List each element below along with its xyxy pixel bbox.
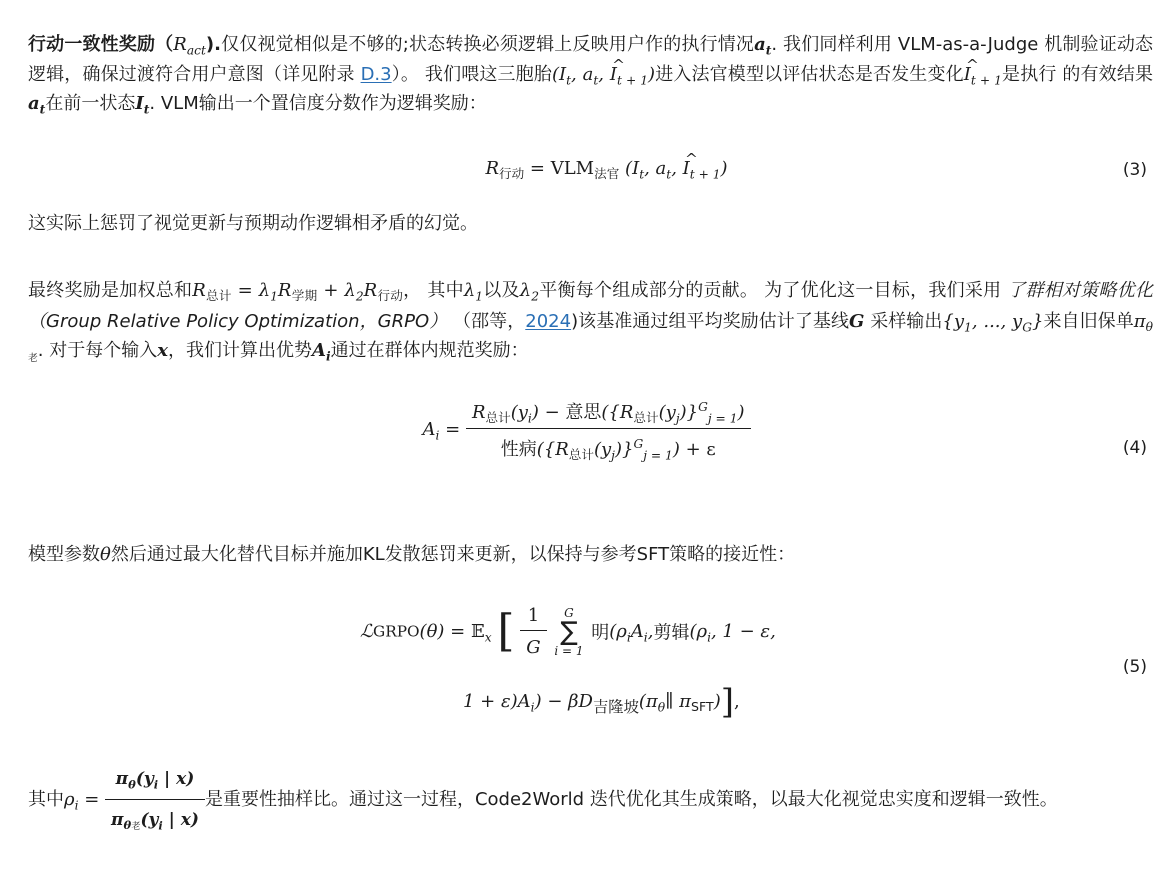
appendix-link[interactable]: D.3 [360,63,392,85]
grpo-term: 了群相对策略优化（Group Relative Policy Optimization，GRPO） [28,280,1153,332]
action-consistency-paragraph: 行动一致性奖励$(R_{act})$.仅仅视觉相似是不够的;状态转换必须逻辑上反映用户作的执行情况$a_t$. 我们同样利用 VLM-as-a-Judge 机制验证动态逻辑，确保过渡符合用户意图（详见附录 D.3）。 我们喂这三胞胎($I_t$, $a_t$, ^ $I_{t + 1}$)进入法官模型以评估状态是否发生变化^ $I_{t + 1}$是执行 的有效结果$a_t$在前一状态$I_t$. VLM输出一个置信度分数作为逻辑奖励： [28,30,1153,119]
importance-ratio-paragraph: 其中$\rho_i$ = $\frac{\pi_\theta(y_i | x)}{\pi_{\theta 老}(y_i | x)}$ 是重要性抽样比。通过这一过程，Code2World 迭代优化其生成策略，以最大化视觉忠实度和逻辑一致性。 [28,765,1153,835]
equation-number: (5) [1122,657,1147,677]
kl-paragraph: 模型参数θ然后通过最大化替代目标并施加KL发散惩罚来更新，以保持与参考SFT策略的接近性： [28,544,796,565]
citation-link[interactable]: 2024 [525,310,572,332]
section-heading: 行动一致性奖励（ [28,34,174,55]
equation-4: $A_i$ = $\frac{R_{总计}(y_i) - 意思(\{R_{总计}(y_j)\}^G_{j = 1})}{性病(\{R_{总计}(y_j)\}^G_{j = 1}) + \varepsilon}$ (4) [422,400,1147,463]
equation-number: (4) [1122,438,1147,458]
equation-5: ℒGRPO(θ) = 𝔼$_x$ [ $\frac{1}{G}$ G ∑ i = 1 明($\rho_iA_i$,剪辑($\rho_i$, 1 − ε, $1 + \varepsilon)A_i) - \beta D$吉隆坡($\pi_\theta\parallel$ $\pi_{SFT}$)], (5) [360,605,1147,722]
equation-3: $R_{行动} = VLM_{法官}$ ($I_t$, $a_t$, ^ $I_{t + 1}$) (3) [0,158,1173,179]
equation-number: (3) [1122,160,1147,180]
hallucination-paragraph: 这实际上惩罚了视觉更新与预期动作逻辑相矛盾的幻觉。 [28,213,478,234]
grpo-paragraph: 最终奖励是加权总和$R_{总计} = \lambda_1R_{学期} + \lambda_2R_{行动}$， 其中$\lambda_1$以及$\lambda_2$平衡每个组成部分的贡献。 为了优化这一目标，我们采用 了群相对策略优化（Group Relative Policy Optimization，GRPO） （邵等，2024)该基准通过组平均奖励估计了基线G 采样输出{$y_1$, ..., $y_G$}来自旧保单$\pi_{\theta 老}$. 对于每个输入x，我们计算出优势$A_i$通过在群体内规范奖励： [28,280,1153,364]
